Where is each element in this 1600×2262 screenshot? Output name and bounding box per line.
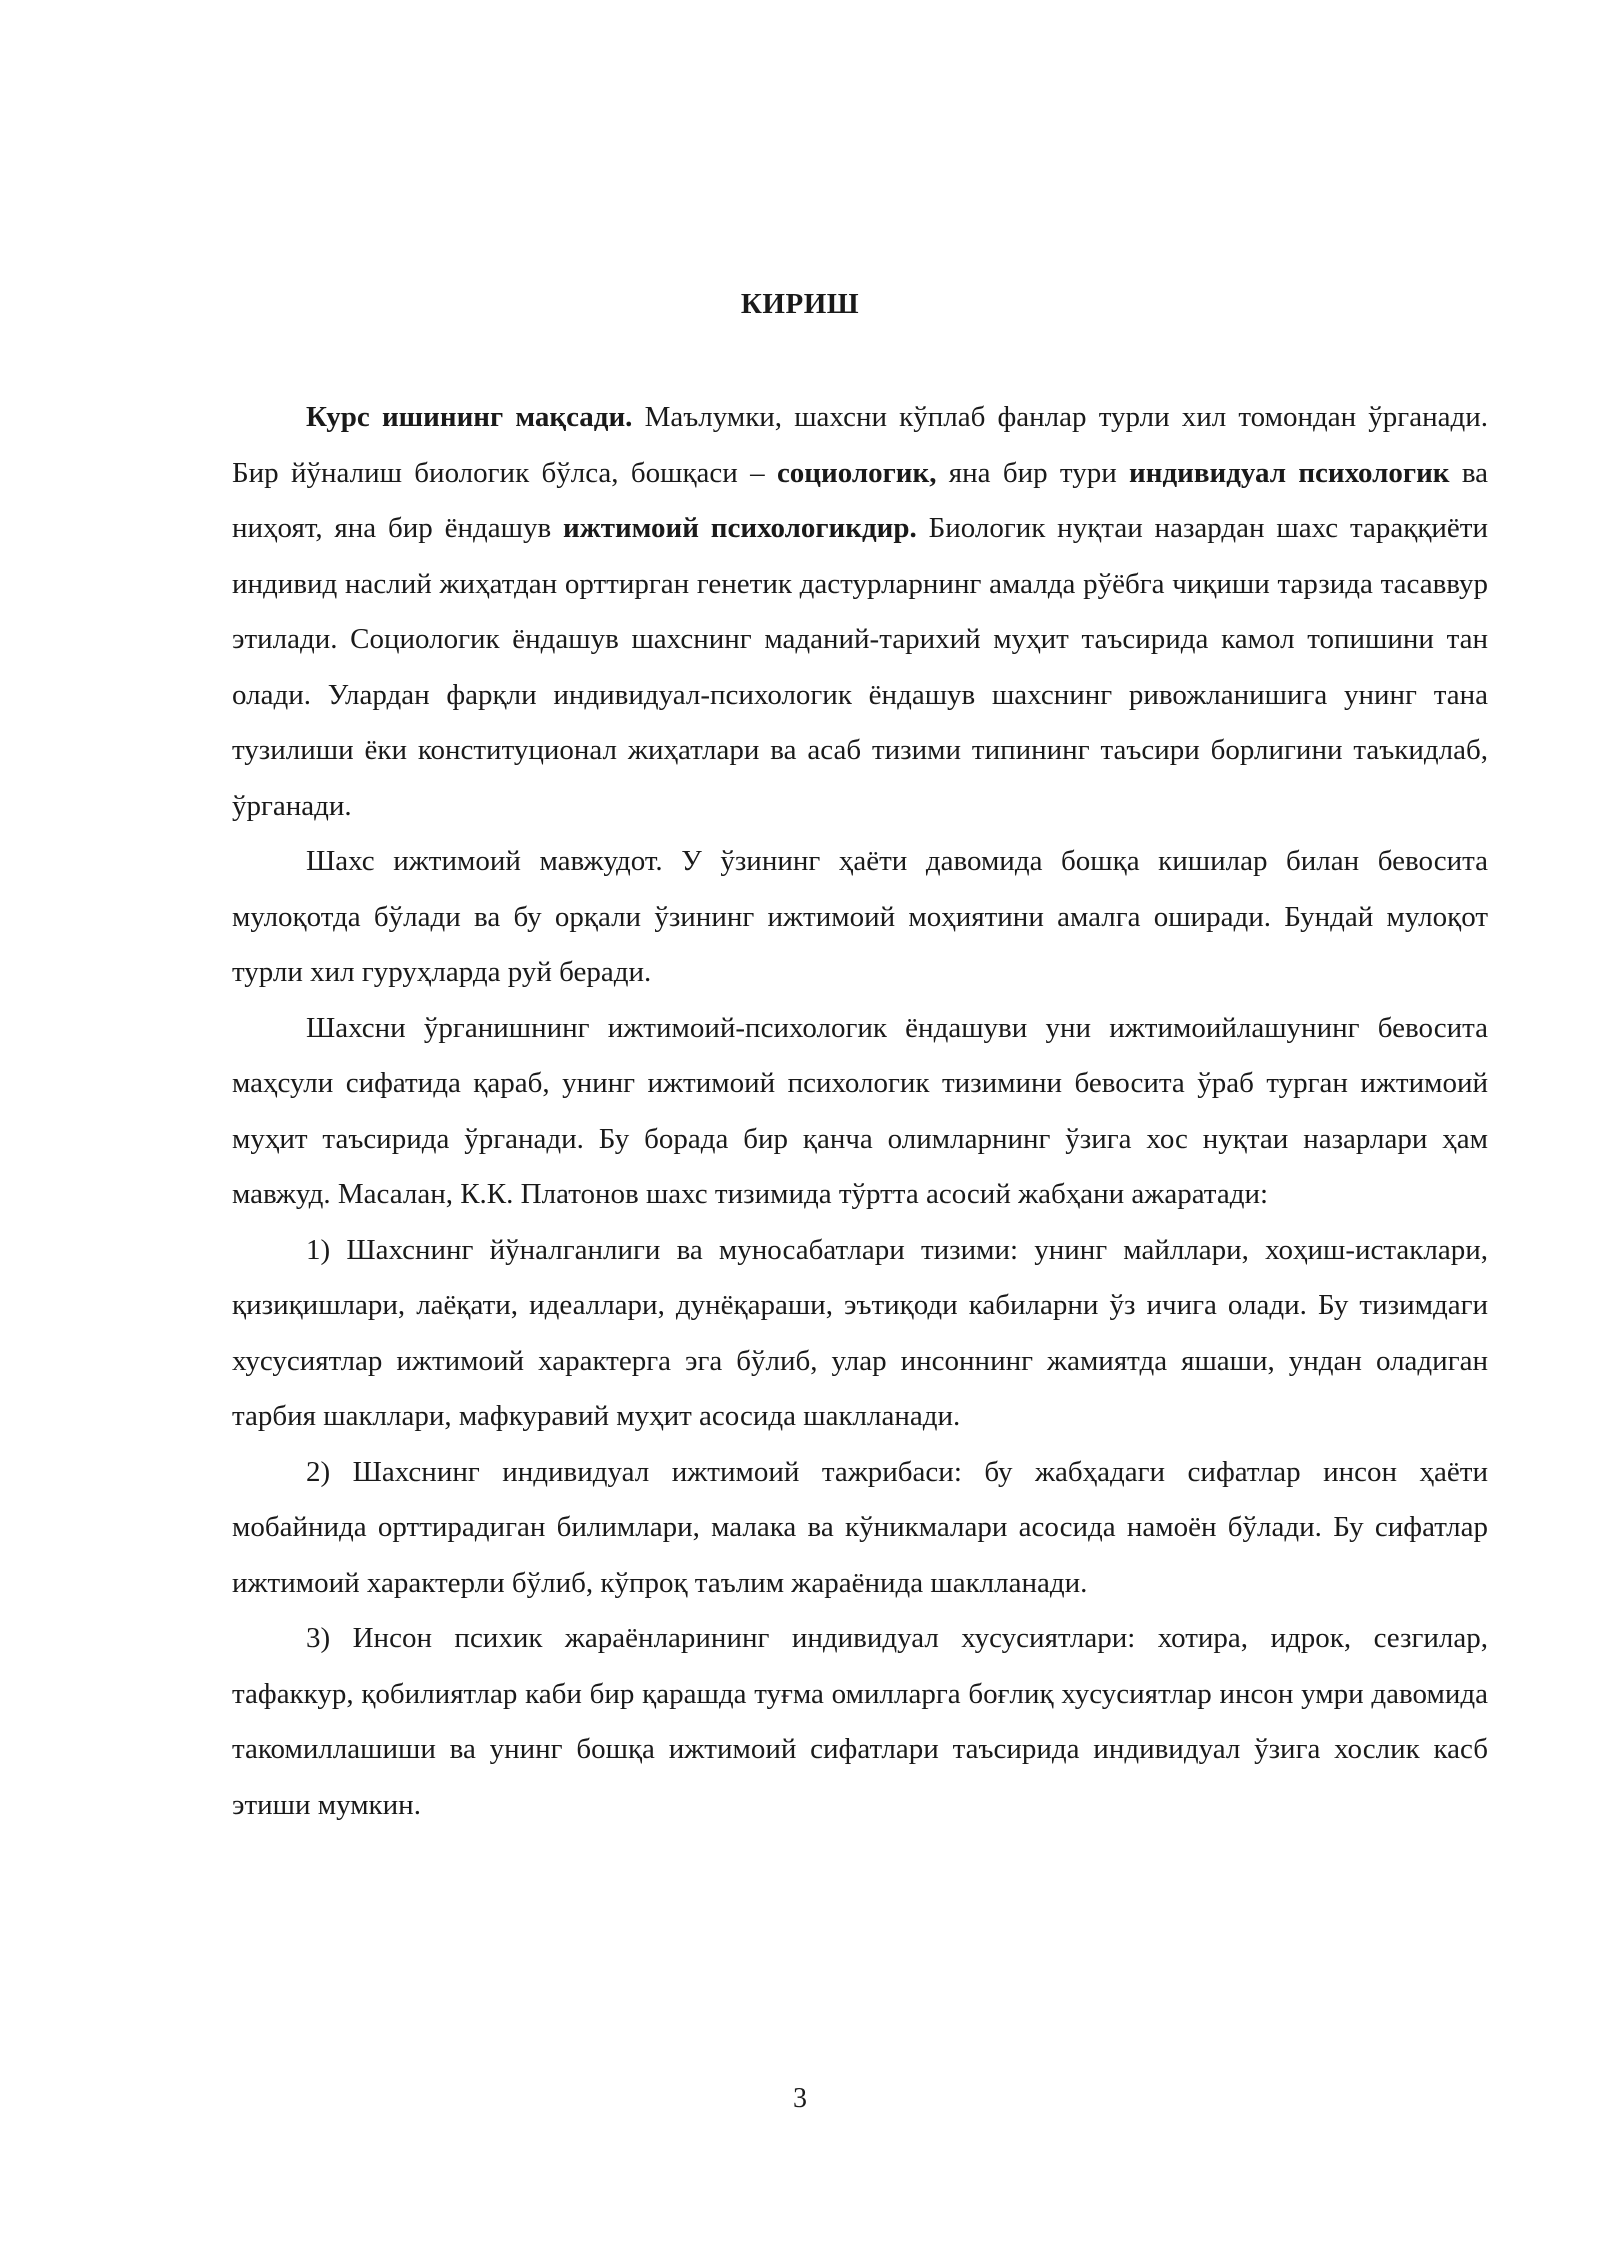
text-run: яна бир тури: [936, 456, 1130, 489]
list-item-1: [232, 1223, 1488, 1445]
text-run: Шахс ижтимоий мавжудот. У ўзининг ҳаёти давомида бошқа кишилар билан бевосита мулоқотда бўлади ва бу орқали ўзининг ижтимоий моҳиятини амалга оширади. Бундай мулоқот турли хил гуруҳларда руй беради.: [232, 845, 1488, 988]
paragraph-course-goal: [232, 390, 1488, 834]
text-run: 1) Шахснинг йўналганлиги ва муносабатлари тизими: унинг майллари, хоҳиш-истаклари, қизиқишлари, лаёқати, идеаллари, дунёқараши, эътиқоди кабиларни ўз ичига олади. Бу тизимдаги хусусиятлар ижтимоий характерга эга бўлиб, улар инсоннинг жамиятда яшаши, ундан оладиган тарбия шакллари, мафкуравий муҳит асосида шаклланади.: [232, 1233, 1488, 1432]
text-run: Маълумки, шахсни кўплаб фанлар турли хил томондан ўрганади. Бир йўналиш биологик бўлса, бошқаси –: [232, 401, 1488, 489]
text-run: 2) Шахснинг индивидуал ижтимоий тажрибаси: бу жабҳадаги сифатлар инсон ҳаёти мобайнида орттирадиган билимлари, малака ва кўникмалари асосида намоён бўлади. Бу сифатлар ижтимоий характерли бўлиб, кўпроқ таълим жараёнида шаклланади.: [232, 1455, 1488, 1599]
bold-run: ижтимоий психологикдир.: [562, 512, 917, 544]
page-number: 3: [793, 2083, 807, 2114]
page-title: КИРИШ: [740, 288, 860, 320]
text-run: 3) Инсон психик жараёнларининг индивидуал хусусиятлари: хотира, идрок, сезгилар, тафаккур, қобилиятлар каби бир қарашда туғма омилларга боғлиқ хусусиятлар инсон умри давомида такомиллашиши ва унинг бошқа ижтимоий сифатлари таъсирида индивидуал ўзига хослик касб этиши мумкин.: [232, 1622, 1488, 1821]
list-item-3: [232, 1611, 1488, 1833]
paragraph-socio-psychological-approach: [232, 1001, 1488, 1223]
body-text: [232, 390, 1488, 1833]
text-run: Шахсни ўрганишнинг ижтимоий-психологик ёндашуви уни ижтимоийлашунинг бевосита маҳсули сифатида қараб, унинг ижтимоий психологик тизимини бевосита ўраб турган ижтимоий муҳит таъсирида ўрганади. Бу борада бир қанча олимларнинг ўзига хос нуқтаи назарлари ҳам мавжуд. Масалан, К.К. Платонов шахс тизимида тўртта асосий жабҳани ажаратади:: [232, 1011, 1488, 1210]
bold-run: индивидуал психологик: [1129, 456, 1450, 489]
paragraph-social-being: [232, 834, 1488, 1001]
list-item-2: [232, 1445, 1488, 1612]
text-run: ва ниҳоят, яна бир ёндашув: [232, 456, 1488, 544]
text-run: Биологик нуқтаи назардан шахс тараққиёти индивид наслий жиҳатдан орттирган генетик дастурларнинг амалда рўёбга чиқиши тарзида тасаввур этилади. Социологик ёндашув шахснинг маданий-тарихий муҳит таъсирида камол топишини тан олади. Улардан фарқли индивидуал-психологик ёндашув шахснинг ривожланишига унинг тана тузилиши ёки конституционал жиҳатлари ва асаб тизими типининг таъсири борлигини таъкидлаб, ўрганади.: [232, 512, 1488, 822]
bold-run: Курс ишининг мақсади.: [306, 401, 633, 433]
bold-run: социологик,: [776, 456, 937, 489]
